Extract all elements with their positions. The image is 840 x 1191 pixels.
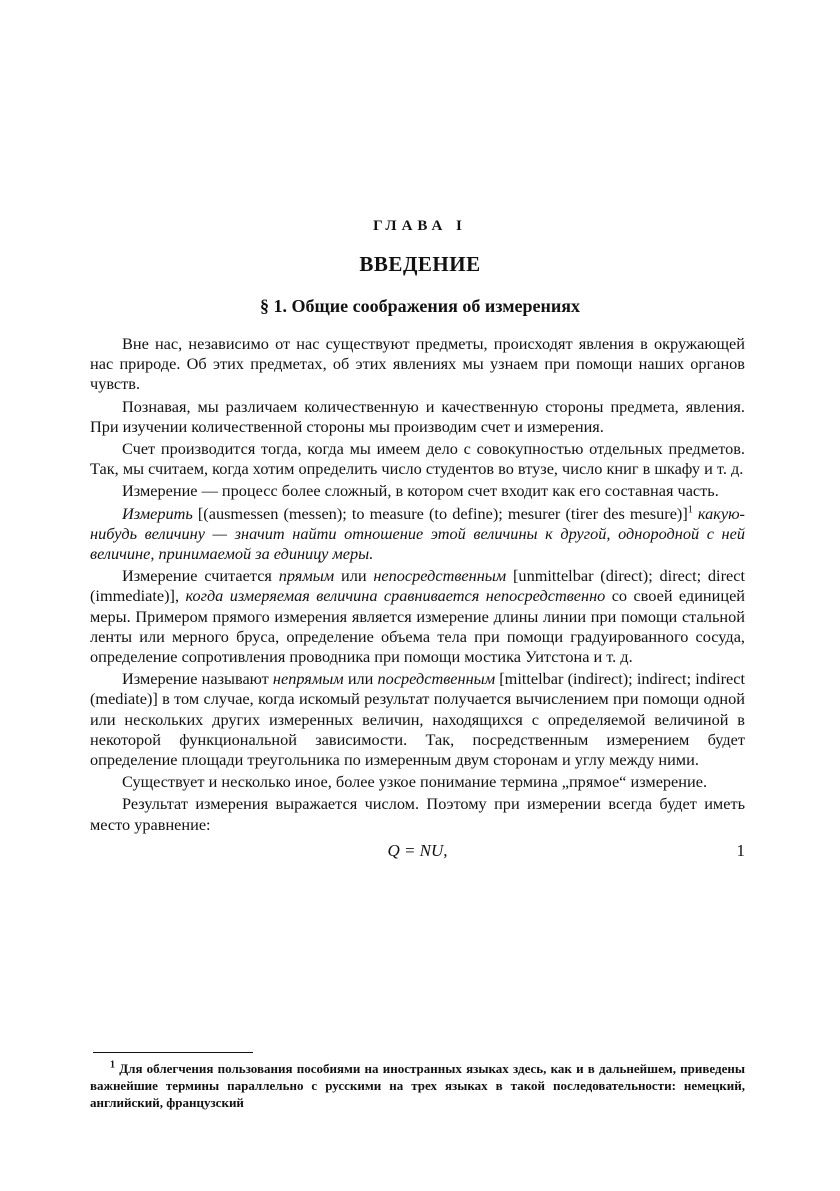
term-mediate: посредственным: [377, 669, 496, 689]
footnote-text: Для облегчения пользования пособиями на иностранных языках здесь, как и в дальнейшем, приведены важнейшие термины параллельно с русскими на трех языках в такой последовательности: немецкий, английский, французский: [90, 1061, 745, 1110]
text-run: со своей единицей меры. Примером прямого измерения является измерение длины линии при помощи стальной ленты или мерного бруса, определение объема тела при помощи градуированного сосуда, определение сопротивления проводника при помощи мостика Уитстона и т. д.: [90, 586, 746, 667]
footnote-mark: 1: [110, 1059, 115, 1071]
text-run: или: [334, 566, 374, 586]
main-text: [90, 334, 745, 867]
paragraph-7: [90, 669, 745, 770]
paragraph-6: [90, 566, 745, 667]
term-translations: [unmittelbar (direct); direct; direct (immediate)],: [90, 566, 745, 606]
paragraph-5: [90, 504, 745, 565]
term-measure: Измерить: [122, 503, 193, 523]
text-run: Измерение называют: [122, 669, 273, 689]
text-run: [mittelbar (indirect); indirect; indirect (mediate)] в том случае, когда искомый результат получается вычислением при помощи одной или нескольких других измеренных величин, находящихся с определяемой величиной в некоторой функциональной зависимости. Так, посредственным измерением будет определение площади треугольника по измеренным двум сторонам и углу между ними.: [90, 669, 745, 770]
paragraph-9: Результат измерения выражается числом. Поэтому при измерении всегда будет иметь место уравнение:: [90, 794, 745, 834]
text-run: Измерение считается: [122, 566, 279, 586]
paragraph-4: Измерение — процесс более сложный, в котором счет входит как его составная часть.: [122, 481, 719, 501]
footnote: [90, 1060, 745, 1111]
paragraph-3: Счет производится тогда, когда мы имеем дело с совокупностью отдельных предметов. Так, мы считаем, когда хотим определить число студентов во втузе, число книг в шкафу и т. д.: [90, 439, 745, 479]
direct-definition: когда измеряемая величина сравнивается непосредственно: [185, 586, 606, 606]
paragraph-8: Существует и несколько иное, более узкое понимание термина „прямое“ измерение.: [122, 772, 708, 792]
footnote-reference[interactable]: 1: [687, 504, 693, 516]
term-direct: прямым: [278, 566, 335, 586]
footnote-divider: [93, 1052, 253, 1053]
text-run: или: [343, 669, 378, 689]
paragraph-2: Познавая, мы различаем количественную и качественную стороны предмета, явления. При изучении количественной стороны мы производим счет и измерения.: [90, 396, 745, 436]
term-immediate: непосредственным: [373, 566, 507, 586]
term-indirect: непрямым: [272, 669, 344, 689]
equation: Q = NU,: [387, 840, 448, 860]
measure-definition: какую-нибудь величину — значит найти отношение этой величины к другой, однородной с ней величине, принимаемой за единицу меры.: [90, 503, 745, 564]
equation-row: [90, 839, 745, 867]
chapter-label: ГЛАВА I: [373, 218, 467, 234]
term-translations: [(ausmessen (messen); to measure (to define); mesurer (tirer des mesure)]: [192, 503, 688, 523]
chapter-title: ВВЕДЕНИЕ: [359, 252, 481, 276]
section-title: § 1. Общие соображения об измерениях: [260, 296, 580, 316]
paragraph-1: Вне нас, независимо от нас существуют предметы, происходят явления в окружающей нас природе. Об этих предметах, об этих явлениях мы узнаем при помощи наших органов чувств.: [90, 334, 745, 394]
equation-number: 1: [736, 840, 745, 860]
